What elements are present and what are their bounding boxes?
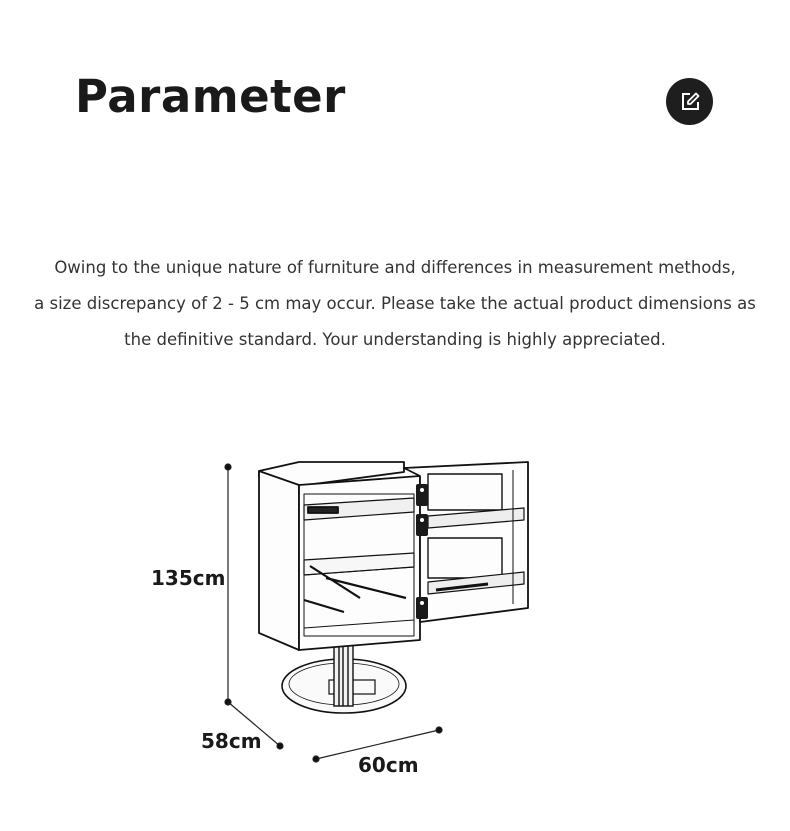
height-dimension-line bbox=[225, 464, 231, 705]
page-title: Parameter bbox=[75, 70, 346, 123]
edit-button[interactable] bbox=[666, 78, 713, 125]
notice-line-2: a size discrepancy of 2 - 5 cm may occur. Please take the actual product dimensions as bbox=[34, 294, 756, 313]
depth-dimension-label: 58cm bbox=[201, 729, 262, 753]
size-discrepancy-notice bbox=[0, 250, 790, 358]
cabinet-body bbox=[259, 462, 420, 650]
notice-line-1: Owing to the unique nature of furniture and differences in measurement methods, bbox=[54, 258, 736, 277]
notice-line-3: the definitive standard. Your understanding is highly appreciated. bbox=[124, 330, 666, 349]
width-dimension-label: 60cm bbox=[358, 753, 419, 777]
height-dimension-label: 135cm bbox=[151, 566, 226, 590]
edit-square-icon bbox=[679, 91, 701, 113]
center-column bbox=[334, 640, 353, 706]
